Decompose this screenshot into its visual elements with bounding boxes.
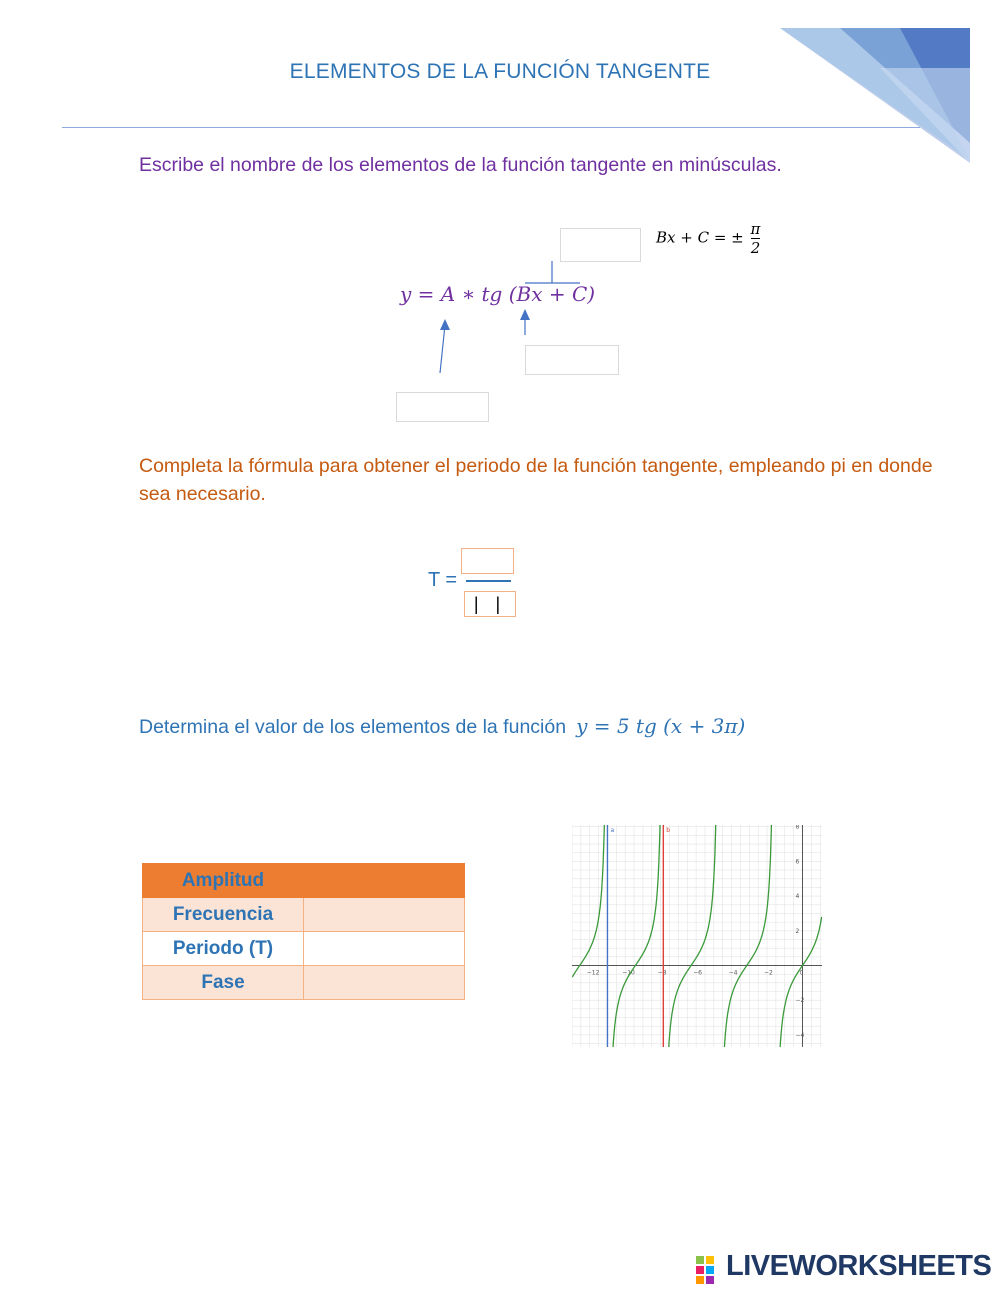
tangent-curve-branch — [724, 825, 772, 1047]
y-tick-label: 6 — [795, 858, 800, 866]
instruction-3 — [139, 714, 745, 739]
tangent-formula: y = A ∗ tg (Bx + C) — [400, 282, 596, 306]
pi-over-two-fraction — [751, 220, 761, 257]
x-tick-label: 0 — [799, 969, 804, 977]
elements-table — [142, 863, 465, 1000]
title-divider — [62, 127, 920, 128]
instruction-3-text: Determina el valor de los elementos de la función — [139, 716, 567, 738]
condition-left: Bx + C = ± — [656, 228, 744, 247]
answer-cell-periodo[interactable] — [304, 932, 465, 966]
liveworksheets-logo-icon — [696, 1255, 724, 1285]
table-row — [143, 864, 465, 898]
answer-cell-amplitud[interactable] — [304, 864, 465, 898]
asymptote-condition — [656, 220, 760, 257]
tangent-graph — [572, 825, 822, 1047]
answer-box-frequency[interactable] — [525, 345, 619, 375]
table-row — [143, 932, 465, 966]
row-label-frecuencia: Frecuencia — [143, 898, 304, 932]
x-tick-label: −12 — [586, 969, 600, 977]
page-title: ELEMENTOS DE LA FUNCIÓN TANGENTE — [289, 60, 711, 83]
answer-box-amplitude[interactable] — [396, 392, 489, 422]
x-tick-label: −6 — [693, 969, 702, 977]
tangent-curve-branch — [612, 825, 660, 1047]
instruction-2: Completa la fórmula para obtener el periodo de la función tangente, empleando pi en donde sea necesario. — [139, 455, 933, 505]
row-label-fase: Fase — [143, 966, 304, 1000]
asymptote-label-1: a — [610, 827, 615, 834]
y-tick-label: −4 — [795, 1031, 805, 1039]
given-function: y = 5 tg (x + 3π) — [576, 714, 746, 738]
x-tick-label: −10 — [622, 969, 635, 977]
y-tick-label: 2 — [795, 927, 800, 935]
period-label: T = — [428, 569, 458, 591]
row-label-periodo: Periodo (T) — [143, 932, 304, 966]
asymptote-label-2: b — [666, 827, 671, 834]
instruction-1: Escribe el nombre de los elementos de la función tangente en minúsculas. — [139, 154, 782, 176]
x-tick-label: −4 — [728, 969, 738, 977]
answer-cell-frecuencia[interactable] — [304, 898, 465, 932]
period-fraction-line — [466, 580, 511, 582]
fraction-denominator: 2 — [750, 239, 761, 257]
fraction-numerator: π — [750, 220, 761, 238]
row-label-amplitud: Amplitud — [143, 864, 304, 898]
brand-name: LIVEWORKSHEETS — [726, 1250, 992, 1282]
tangent-curve-branch — [572, 825, 604, 977]
tangent-curve-branch — [668, 825, 716, 1047]
y-tick-label: 8 — [795, 825, 800, 831]
answer-cell-fase[interactable] — [304, 966, 465, 1000]
y-tick-label: −2 — [795, 997, 805, 1005]
corner-decoration — [780, 28, 1000, 163]
table-row — [143, 966, 465, 1000]
x-tick-label: −8 — [657, 969, 667, 977]
period-numerator-input[interactable] — [461, 548, 514, 574]
x-tick-label: −2 — [764, 969, 773, 977]
y-tick-label: 4 — [795, 893, 800, 901]
period-denominator-input[interactable]: | | — [464, 591, 516, 617]
table-row — [143, 898, 465, 932]
tangent-curve-branch — [779, 917, 821, 1047]
